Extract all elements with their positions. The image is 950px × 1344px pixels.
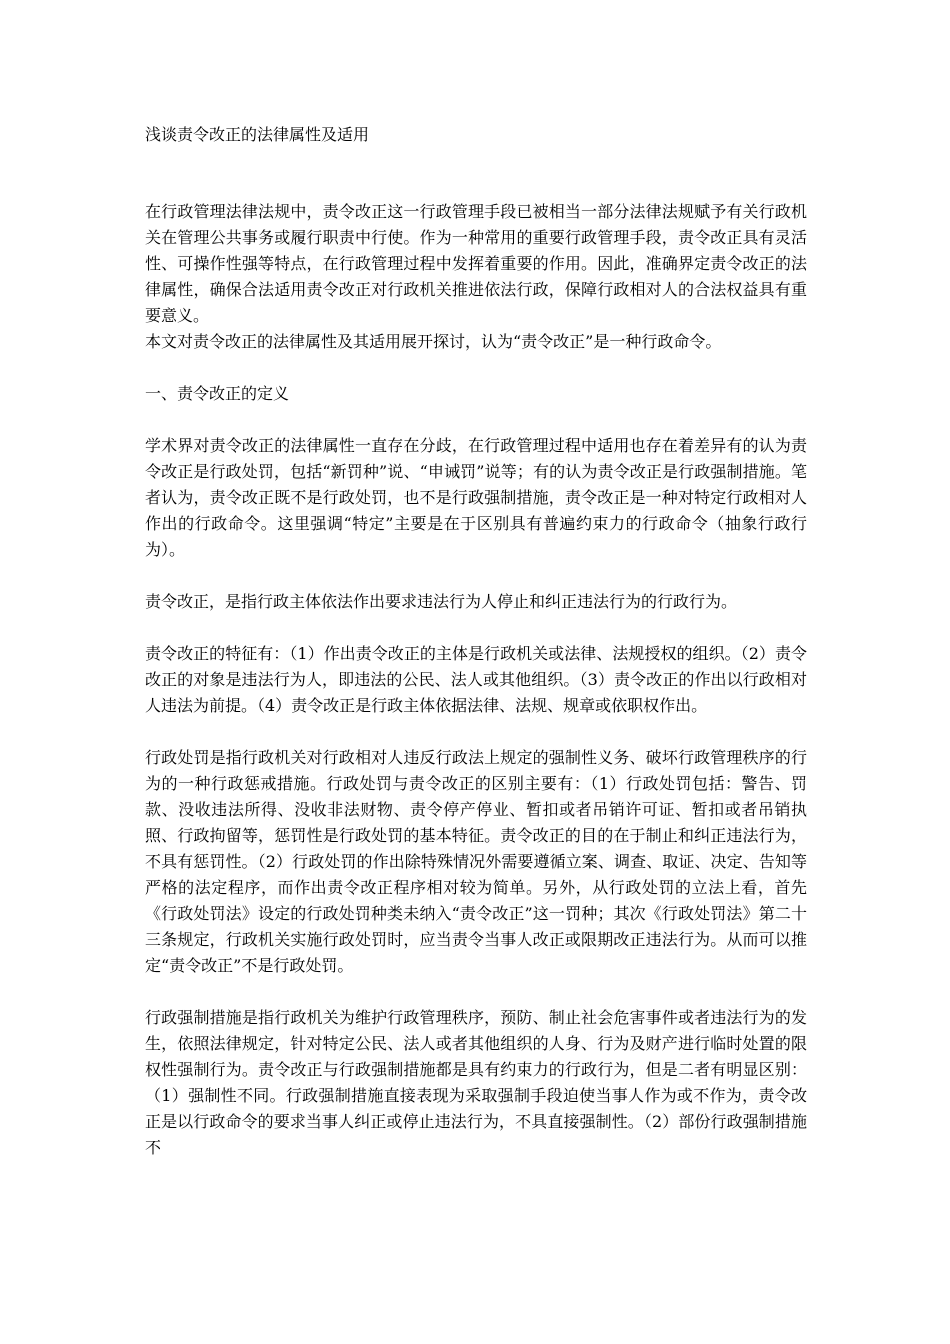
paragraph-spacer [145,407,807,433]
paragraph-spacer [145,979,807,1005]
paragraph-intro: 在行政管理法律法规中，责令改正这一行政管理手段已被相当一部分法律法规赋予有关行政机关在管理公共事务或履行职责中行使。作为一种常用的重要行政管理手段，责令改正具有灵活性、可操作性强等特点，在行政管理过程中发挥着重要的作用。因此，准确界定责令改正的法律属性，确保合法适用责令改正对行政机关推进依法行政，保障行政相对人的合法权益具有重要意义。 [145,202,807,325]
document-title: 浅谈责令改正的法律属性及适用 [145,125,370,144]
paragraph-academic-views: 学术界对责令改正的法律属性一直存在分歧，在行政管理过程中适用也存在着差异有的认为责令改正是行政处罚，包括“新罚种”说、“申诫罚”说等；有的认为责令改正是行政强制措施。笔者认为，责令改正既不是行政处罚，也不是行政强制措施，责令改正是一种对特定行政相对人作出的行政命令。这里强调“特定”主要是在于区别具有普遍约束力的行政命令（抽象行政行为）。 [145,436,807,559]
paragraph-administrative-penalty: 行政处罚是指行政机关对行政相对人违反行政法上规定的强制性义务、破坏行政管理秩序的行为的一种行政惩戒措施。行政处罚与责令改正的区别主要有：（1）行政处罚包括：警告、罚款、没收违法所得、没收非法财物、责令停产停业、暂扣或者吊销许可证、暂扣或者吊销执照、行政拘留等，惩罚性是行政处罚的基本特征。责令改正的目的在于制止和纠正违法行为，不具有惩罚性。（2）行政处罚的作出除特殊情况外需要遵循立案、调查、取证、决定、告知等严格的法定程序，而作出责令改正程序相对较为简单。另外，从行政处罚的立法上看，首先《行政处罚法》设定的行政处罚种类未纳入“责令改正”这一罚种；其次《行政处罚法》第二十三条规定，行政机关实施行政处罚时，应当责令当事人改正或限期改正违法行为。从而可以推定“责令改正”不是行政处罚。 [145,748,807,975]
paragraph-spacer [145,355,807,381]
paragraph-spacer [145,563,807,589]
paragraph-spacer [145,615,807,641]
paragraph-compulsory-measures: 行政强制措施是指行政机关为维护行政管理秩序，预防、制止社会危害事件或者违法行为的发生，依照法律规定，针对特定公民、法人或者其他组织的人身、行为及财产进行临时处置的限权性强制行为。责令改正与行政强制措施都是具有约束力的行政行为，但是二者有明显区别：（1）强制性不同。行政强制措施直接表现为采取强制手段迫使当事人作为或不作为，责令改正是以行政命令的要求当事人纠正或停止违法行为，不具直接强制性。（2）部份行政强制措施不 [145,1008,807,1157]
section-heading: 一、责令改正的定义 [145,384,290,403]
document-body [145,199,807,1161]
paragraph-definition: 责令改正，是指行政主体依法作出要求违法行为人停止和纠正违法行为的行政行为。 [145,592,738,611]
paragraph-thesis: 本文对责令改正的法律属性及其适用展开探讨，认为“责令改正”是一种行政命令。 [145,332,722,351]
paragraph-spacer [145,719,807,745]
paragraph-features: 责令改正的特征有：（1）作出责令改正的主体是行政机关或法律、法规授权的组织。（2）责令改正的对象是违法行为人，即违法的公民、法人或其他组织。（3）责令改正的作出以行政相对人违法为前提。（4）责令改正是行政主体依据法律、法规、规章或依职权作出。 [145,644,807,715]
